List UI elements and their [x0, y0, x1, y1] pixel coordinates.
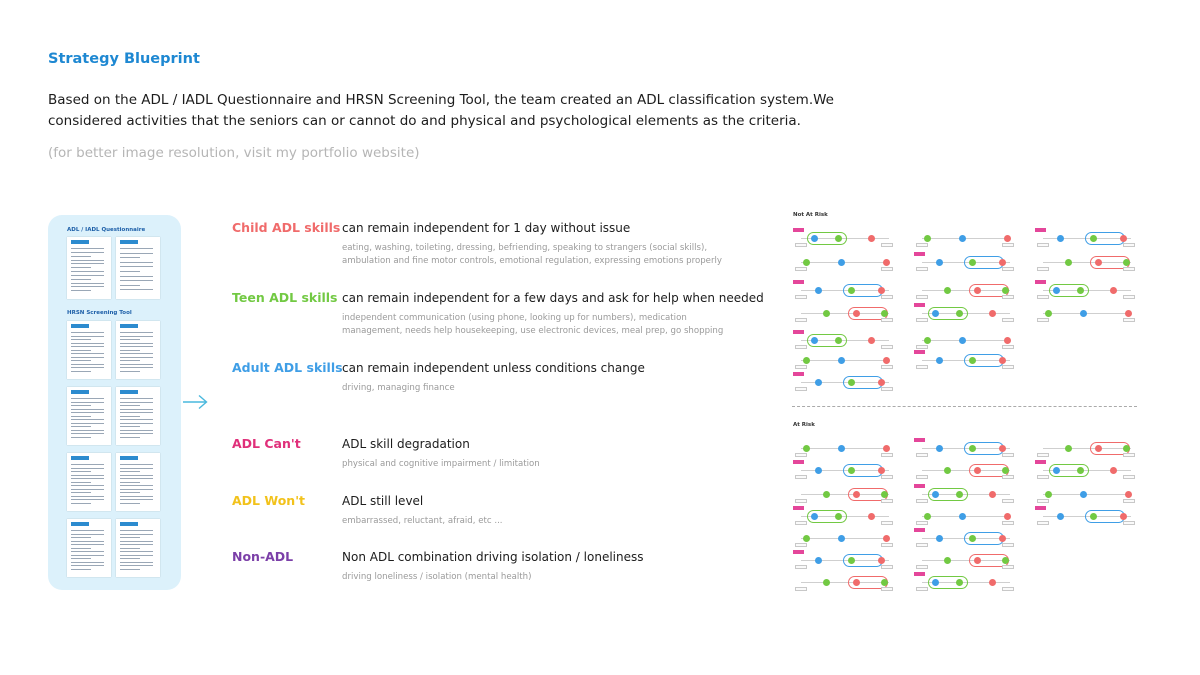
category-detail: driving, managing finance	[342, 383, 455, 393]
category-headline: ADL still level	[342, 494, 424, 508]
flow-diagram-row	[1035, 228, 1139, 250]
flow-diagram-row	[1035, 303, 1139, 325]
questionnaire-page-thumbnail	[67, 387, 111, 445]
flow-diagram-row	[1035, 280, 1139, 302]
category-detail: embarrassed, reluctant, afraid, etc ...	[342, 516, 503, 526]
category-detail: ambulation and fine motor controls, emotional regulation, expressing emotions properly	[342, 256, 722, 266]
flow-diagram-row	[793, 350, 897, 372]
at-risk-label: At Risk	[793, 422, 815, 428]
questionnaire-page-thumbnail	[116, 387, 160, 445]
flow-diagram-row	[793, 506, 897, 528]
questionnaire-page-thumbnail	[67, 237, 111, 299]
flow-diagram-row	[793, 280, 897, 302]
flow-diagram-row	[793, 303, 897, 325]
category-name: Adult ADL skills	[232, 360, 343, 375]
flow-diagram-row	[793, 572, 897, 594]
flow-diagram-row	[793, 460, 897, 482]
category-detail: management, needs help housekeeping, use electronic devices, meal prep, go shopping	[342, 326, 724, 336]
page-title: Strategy Blueprint	[48, 51, 200, 67]
questionnaire-panel	[48, 215, 181, 590]
flow-diagram-row	[793, 528, 897, 550]
flow-diagram-row	[793, 550, 897, 572]
category-detail: independent communication (using phone, looking up for numbers), medication	[342, 313, 687, 323]
questionnaire-page-thumbnail	[67, 519, 111, 577]
flow-diagram-row	[914, 330, 1018, 352]
not-at-risk-label: Not At Risk	[793, 212, 828, 218]
flow-diagram-row	[914, 228, 1018, 250]
hrsn-screening-label: HRSN Screening Tool	[67, 310, 132, 316]
questionnaire-page-thumbnail	[116, 519, 160, 577]
category-name: Child ADL skills	[232, 220, 341, 235]
questionnaire-page-thumbnail	[116, 453, 160, 511]
description-line-2: considered activities that the seniors can or cannot do and physical and psychological elements as the criteria.	[48, 113, 801, 129]
flow-diagram-row	[914, 506, 1018, 528]
flow-diagram-row	[793, 252, 897, 274]
questionnaire-page-thumbnail	[67, 321, 111, 379]
flow-diagram-row	[914, 438, 1018, 460]
adl-questionnaire-label: ADL / IADL Questionnaire	[67, 227, 146, 233]
flow-diagram-row	[793, 438, 897, 460]
category-headline: can remain independent for a few days and ask for help when needed	[342, 291, 764, 305]
flow-diagram-row	[793, 228, 897, 250]
flow-diagram-row	[1035, 484, 1139, 506]
description	[48, 90, 908, 132]
category-headline: can remain independent for 1 day without issue	[342, 221, 631, 235]
flow-diagram-row	[914, 303, 1018, 325]
category-detail: driving loneliness / isolation (mental health)	[342, 572, 532, 582]
category-headline: can remain independent unless conditions change	[342, 361, 645, 375]
flow-diagram-row	[914, 550, 1018, 572]
portfolio-note: (for better image resolution, visit my portfolio website)	[48, 145, 420, 161]
flow-diagram-row	[914, 460, 1018, 482]
category-name: ADL Can't	[232, 436, 301, 451]
flow-diagram-row	[1035, 506, 1139, 528]
flow-diagram-row	[914, 252, 1018, 274]
questionnaire-page-thumbnail	[116, 321, 160, 379]
category-detail: physical and cognitive impairment / limitation	[342, 459, 540, 469]
category-headline: Non ADL combination driving isolation / loneliness	[342, 550, 644, 564]
category-name: ADL Won't	[232, 493, 305, 508]
flow-diagram-row	[793, 372, 897, 394]
flow-diagram-row	[914, 484, 1018, 506]
flow-diagram-row	[1035, 438, 1139, 460]
divider	[792, 406, 1137, 407]
category-name: Teen ADL skills	[232, 290, 338, 305]
flow-diagram-row	[914, 350, 1018, 372]
questionnaire-page-thumbnail	[116, 237, 160, 299]
category-name: Non-ADL	[232, 549, 294, 564]
flow-diagram-row	[1035, 460, 1139, 482]
flow-diagram-row	[914, 572, 1018, 594]
flow-diagram-row	[793, 330, 897, 352]
questionnaire-page-thumbnail	[67, 453, 111, 511]
flow-diagram-row	[914, 528, 1018, 550]
arrow-right-icon	[182, 394, 208, 410]
category-headline: ADL skill degradation	[342, 437, 470, 451]
flow-diagram-row	[793, 484, 897, 506]
flow-diagram-row	[1035, 252, 1139, 274]
description-line-1: Based on the ADL / IADL Questionnaire and HRSN Screening Tool, the team created an ADL classification system.We	[48, 92, 834, 108]
category-detail: eating, washing, toileting, dressing, befriending, speaking to strangers (social skills),	[342, 243, 708, 253]
flow-diagram-row	[914, 280, 1018, 302]
